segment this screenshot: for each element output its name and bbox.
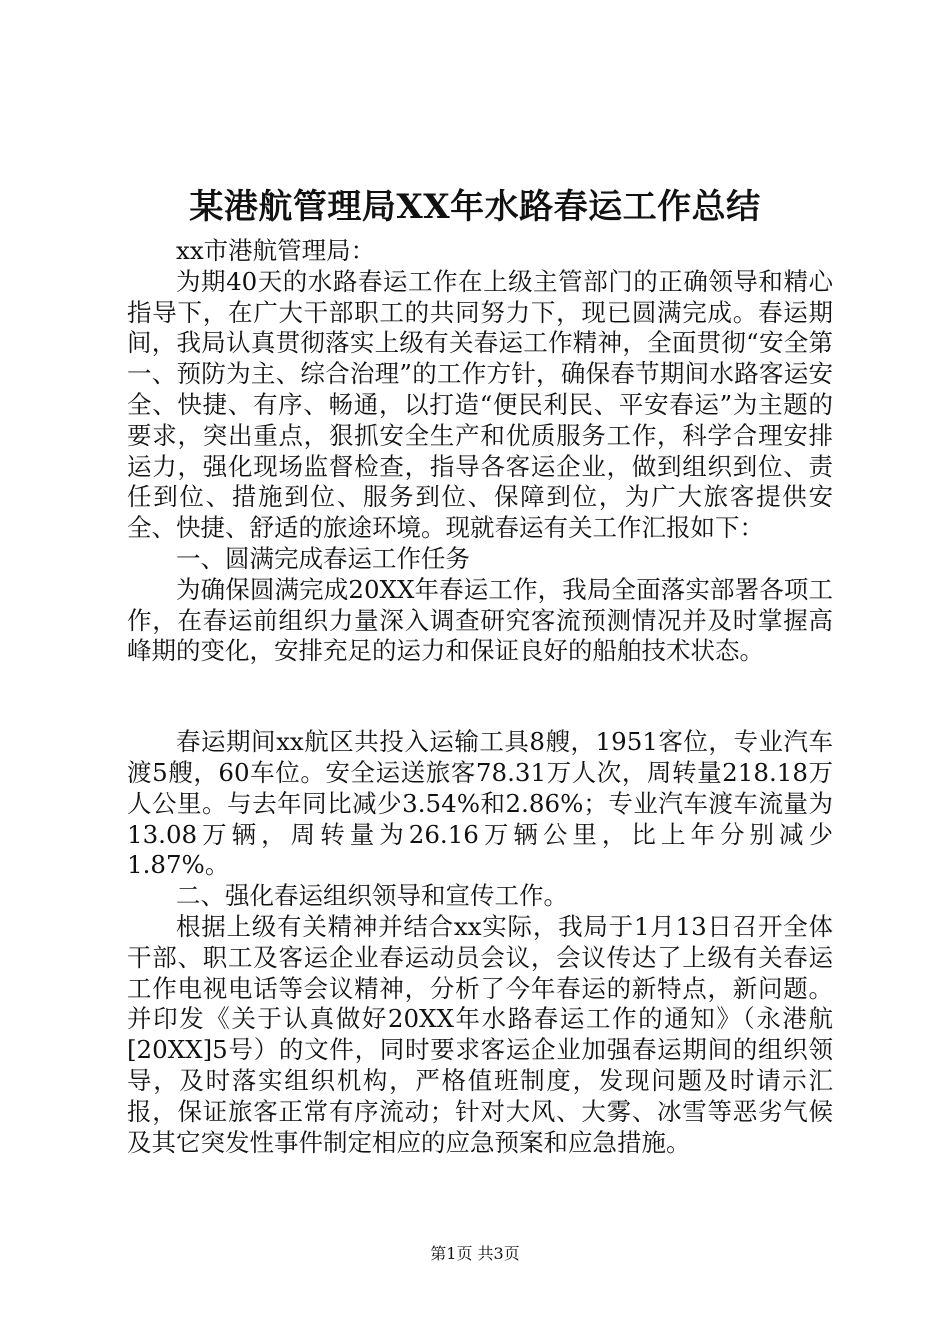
document-title: 某港航管理局XX年水路春运工作总结	[189, 187, 761, 227]
paragraph-statistics: 春运期间xx航区共投入运输工具8艘，1951客位，专业汽车渡5艘，60车位。安全运送旅客78.31万人次，周转量218.18万人公里。与去年同比减少3.54%和2.86%；专业汽车渡车流量为13.08万辆，周转量为26.16万辆公里，比上年分别减少1.87%。	[127, 727, 833, 880]
salutation: xx市港航管理局：	[176, 236, 376, 265]
section-heading-1: 一、圆满完成春运工作任务	[176, 543, 470, 573]
paragraph-intro: 为期40天的水路春运工作在上级主管部门的正确领导和精心指导下，在广大干部职工的共同努力下，现已圆满完成。春运期间，我局认真贯彻落实上级有关春运工作精神，全面贯彻“安全第一、预防为主、综合治理”的工作方针，确保春节期间水路客运安全、快捷、有序、畅通，以打造“便民利民、平安春运”为主题的要求，突出重点，狠抓安全生产和优质服务工作，科学合理安排运力，强化现场监督检查，指导各客运企业，做到组织到位、责任到位、措施到位、服务到位、保障到位，为广大旅客提供安全、快捷、舒适的旅途环境。现就春运有关工作汇报如下：	[127, 266, 833, 543]
document-body	[127, 236, 833, 1158]
page-footer: 第1页 共3页	[430, 1244, 520, 1263]
section-heading-2: 二、强化春运组织领导和宣传工作。	[176, 881, 568, 911]
paragraph-section-2: 根据上级有关精神并结合xx实际，我局于1月13日召开全体干部、职工及客运企业春运动员会议，会议传达了上级有关春运工作电视电话等会议精神，分析了今年春运的新特点，新问题。并印发《关于认真做好20XX年水路春运工作的通知》（永港航[20XX]5号）的文件，同时要求客运企业加强春运期间的组织领导，及时落实组织机构，严格值班制度，发现问题及时请示汇报，保证旅客正常有序流动；针对大风、大雾、冰雪等恶劣气候及其它突发性事件制定相应的应急预案和应急措施。	[127, 911, 833, 1157]
paragraph-section-1: 为确保圆满完成20XX年春运工作，我局全面落实部署各项工作，在春运前组织力量深入调查研究客流预测情况并及时掌握高峰期的变化，安排充足的运力和保证良好的船舶技术状态。	[127, 574, 833, 666]
paragraph-spacer	[127, 667, 833, 727]
